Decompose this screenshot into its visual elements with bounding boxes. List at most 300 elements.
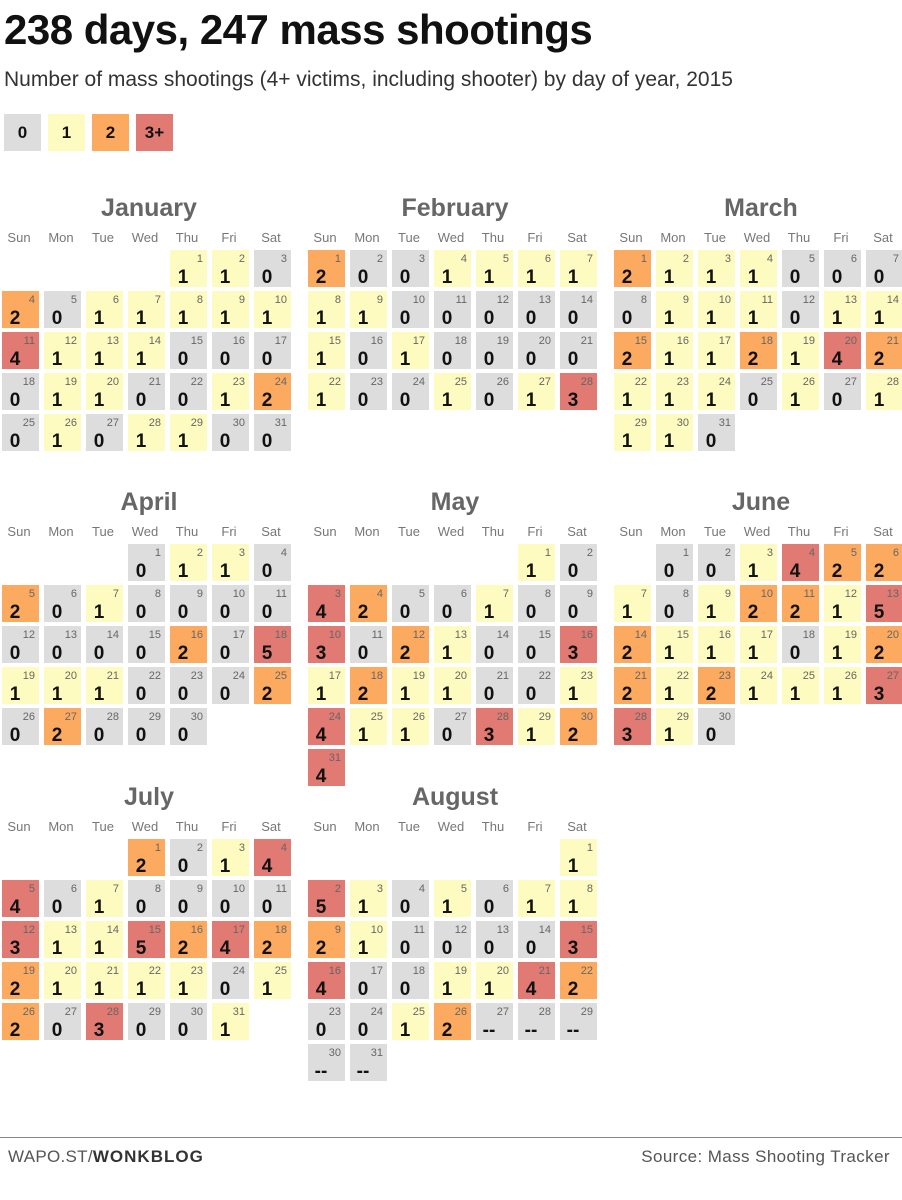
day-value: 1	[51, 431, 63, 452]
day-number: 3	[376, 883, 383, 895]
day-number: 15	[148, 924, 161, 936]
day-value: 1	[789, 390, 801, 411]
day-number: 10	[232, 883, 245, 895]
day-value: 1	[831, 643, 843, 664]
day-number: 20	[496, 965, 509, 977]
day-number: 2	[196, 547, 203, 559]
day-number: 29	[148, 1006, 161, 1018]
day-number: 19	[454, 965, 467, 977]
day-value: 1	[789, 349, 801, 370]
day-value: 1	[219, 856, 231, 877]
day-value: 0	[705, 431, 717, 452]
day-number: 18	[22, 376, 35, 388]
chart-title: 238 days, 247 mass shootings	[4, 6, 593, 53]
day-value: 0	[261, 349, 273, 370]
day-number: 19	[496, 335, 509, 347]
day-number: 12	[22, 924, 35, 936]
day-value: 2	[441, 1020, 453, 1041]
day-value: --	[482, 1020, 496, 1041]
day-value: 2	[873, 643, 885, 664]
day-number: 28	[886, 376, 899, 388]
day-value: 1	[177, 979, 189, 1000]
day-number: 21	[496, 670, 509, 682]
day-value: 1	[747, 308, 759, 329]
day-value: 1	[705, 267, 717, 288]
day-value: 0	[705, 725, 717, 746]
weekday-label: Fri	[833, 230, 849, 245]
day-value: 1	[705, 643, 717, 664]
day-value: 1	[483, 602, 495, 623]
weekday-label: Tue	[704, 230, 726, 245]
chart-subtitle: Number of mass shootings (4+ victims, including shooter) by day of year, 2015	[4, 68, 733, 91]
day-value: 1	[705, 602, 717, 623]
day-number: 19	[844, 629, 857, 641]
day-value: 0	[93, 643, 105, 664]
day-number: 28	[148, 417, 161, 429]
day-number: 20	[886, 629, 899, 641]
day-value: 3	[315, 643, 327, 664]
day-value: 0	[525, 308, 537, 329]
day-number: 30	[232, 417, 245, 429]
day-number: 23	[328, 1006, 341, 1018]
day-value: 1	[219, 1020, 231, 1041]
day-value: 0	[261, 431, 273, 452]
day-value: 5	[315, 897, 327, 918]
weekday-label: Mon	[660, 230, 686, 245]
month-title-june: June	[731, 488, 791, 516]
day-value: 0	[177, 390, 189, 411]
day-value: 1	[747, 561, 759, 582]
day-value: 1	[357, 938, 369, 959]
day-number: 16	[676, 335, 689, 347]
day-value: 1	[567, 897, 579, 918]
day-number: 15	[634, 335, 647, 347]
day-value: 0	[441, 308, 453, 329]
day-value: 1	[441, 897, 453, 918]
day-number: 10	[718, 294, 731, 306]
day-number: 15	[148, 629, 161, 641]
day-value: 1	[93, 938, 105, 959]
day-value: 1	[93, 349, 105, 370]
day-value: 1	[525, 390, 537, 411]
day-value: 2	[873, 561, 885, 582]
day-number: 1	[640, 253, 647, 265]
day-number: 1	[334, 253, 341, 265]
day-number: 29	[538, 711, 551, 723]
day-value: 0	[567, 349, 579, 370]
day-number: 14	[538, 924, 551, 936]
day-value: 0	[789, 308, 801, 329]
day-number: 30	[190, 1006, 203, 1018]
day-value: 2	[831, 561, 843, 582]
day-value: 2	[9, 1020, 21, 1041]
day-value: 1	[747, 684, 759, 705]
day-value: 0	[219, 431, 231, 452]
day-value: 0	[261, 267, 273, 288]
day-number: 24	[328, 711, 341, 723]
day-number: 20	[844, 335, 857, 347]
day-value: 1	[483, 979, 495, 1000]
day-value: 2	[621, 643, 633, 664]
day-value: 2	[621, 684, 633, 705]
day-value: 1	[705, 390, 717, 411]
day-value: 1	[219, 390, 231, 411]
day-number: 6	[70, 883, 77, 895]
weekday-label: Tue	[92, 819, 114, 834]
weekday-label: Mon	[660, 524, 686, 539]
weekday-label: Sat	[873, 524, 893, 539]
day-number: 9	[196, 883, 203, 895]
day-number: 3	[334, 588, 341, 600]
day-number: 18	[274, 629, 287, 641]
day-number: 12	[844, 588, 857, 600]
day-number: 6	[850, 253, 857, 265]
day-value: 2	[9, 979, 21, 1000]
day-value: 1	[399, 725, 411, 746]
day-number: 13	[496, 924, 509, 936]
weekday-label: Wed	[131, 524, 159, 539]
day-number: 19	[802, 335, 815, 347]
weekday-label: Mon	[354, 524, 380, 539]
day-value: 0	[93, 725, 105, 746]
footer-section: WONKBLOG	[92, 1147, 204, 1166]
day-number: 17	[370, 965, 383, 977]
day-value: 0	[525, 938, 537, 959]
legend-swatch-1: 1	[48, 114, 85, 151]
day-value: 2	[621, 267, 633, 288]
day-number: 30	[190, 711, 203, 723]
day-number: 21	[106, 670, 119, 682]
day-value: 0	[219, 684, 231, 705]
day-value: 1	[135, 308, 147, 329]
day-number: 24	[412, 376, 425, 388]
day-value: 0	[135, 561, 147, 582]
footer-divider	[0, 1137, 902, 1138]
day-value: 0	[357, 643, 369, 664]
day-value: 1	[525, 725, 537, 746]
day-value: 2	[177, 938, 189, 959]
day-value: 1	[873, 308, 885, 329]
day-number: 3	[238, 842, 245, 854]
day-value: 1	[483, 267, 495, 288]
day-number: 25	[760, 376, 773, 388]
day-number: 26	[454, 1006, 467, 1018]
day-value: 1	[705, 308, 717, 329]
legend-swatch-0: 0	[4, 114, 41, 151]
day-number: 8	[682, 588, 689, 600]
day-value: 0	[51, 1020, 63, 1041]
day-value: 1	[177, 431, 189, 452]
day-value: 0	[9, 390, 21, 411]
day-value: 1	[525, 897, 537, 918]
day-value: 0	[177, 856, 189, 877]
day-value: 1	[357, 897, 369, 918]
day-value: 5	[135, 938, 147, 959]
day-value: 1	[135, 431, 147, 452]
day-number: 17	[274, 335, 287, 347]
day-number: 25	[454, 376, 467, 388]
day-number: 31	[328, 752, 341, 764]
day-number: 26	[22, 711, 35, 723]
day-value: 1	[135, 349, 147, 370]
day-number: 4	[460, 253, 467, 265]
day-value: 0	[315, 1020, 327, 1041]
day-number: 22	[634, 376, 647, 388]
day-value: 1	[51, 938, 63, 959]
day-value: 0	[177, 684, 189, 705]
weekday-label: Sun	[313, 524, 337, 539]
weekday-label: Tue	[92, 524, 114, 539]
day-value: 1	[399, 1020, 411, 1041]
day-value: 0	[525, 684, 537, 705]
weekday-label: Fri	[527, 819, 543, 834]
day-value: 0	[621, 308, 633, 329]
day-value: 0	[705, 561, 717, 582]
weekday-label: Sat	[567, 524, 587, 539]
weekday-label: Wed	[437, 524, 465, 539]
day-number: 13	[538, 294, 551, 306]
day-value: 1	[51, 390, 63, 411]
day-number: 24	[274, 376, 287, 388]
day-value: 1	[621, 431, 633, 452]
weekday-label: Thu	[787, 230, 811, 245]
day-value: 1	[525, 267, 537, 288]
day-number: 29	[580, 1006, 593, 1018]
day-number: 9	[682, 294, 689, 306]
day-value: 4	[9, 349, 21, 370]
day-number: 27	[64, 711, 77, 723]
day-value: 1	[747, 643, 759, 664]
month-title-august: August	[411, 783, 499, 811]
day-number: 15	[328, 335, 341, 347]
day-value: 0	[219, 643, 231, 664]
day-number: 16	[328, 965, 341, 977]
day-number: 22	[190, 376, 203, 388]
day-value: 1	[315, 349, 327, 370]
day-number: 17	[412, 335, 425, 347]
day-value: 0	[663, 602, 675, 623]
day-value: 1	[663, 308, 675, 329]
day-value: 4	[315, 979, 327, 1000]
day-value: 0	[789, 267, 801, 288]
day-value: 0	[51, 897, 63, 918]
day-value: 1	[621, 390, 633, 411]
day-number: 12	[64, 335, 77, 347]
day-value: 0	[399, 602, 411, 623]
day-value: 1	[663, 349, 675, 370]
footer-credit	[8, 1147, 204, 1167]
day-number: 30	[580, 711, 593, 723]
day-value: 0	[177, 725, 189, 746]
day-value: 0	[483, 643, 495, 664]
day-value: 0	[483, 938, 495, 959]
weekday-label: Fri	[221, 230, 237, 245]
day-value: 1	[93, 602, 105, 623]
day-value: 1	[747, 267, 759, 288]
day-number: 14	[580, 294, 593, 306]
weekday-label: Tue	[92, 230, 114, 245]
day-value: 0	[177, 897, 189, 918]
day-number: 7	[112, 588, 119, 600]
day-value: 0	[135, 643, 147, 664]
day-value: 2	[873, 349, 885, 370]
day-number: 10	[370, 924, 383, 936]
day-value: 0	[483, 684, 495, 705]
weekday-label: Mon	[354, 230, 380, 245]
day-number: 18	[274, 924, 287, 936]
day-value: 4	[789, 561, 801, 582]
day-value: 1	[261, 308, 273, 329]
day-value: 0	[831, 390, 843, 411]
day-number: 3	[766, 547, 773, 559]
day-number: 9	[238, 294, 245, 306]
day-value: 4	[9, 897, 21, 918]
day-value: 1	[93, 390, 105, 411]
day-value: 0	[399, 267, 411, 288]
day-number: 28	[580, 376, 593, 388]
day-number: 17	[232, 924, 245, 936]
day-value: 0	[261, 561, 273, 582]
weekday-label: Sun	[7, 819, 31, 834]
day-value: 0	[399, 979, 411, 1000]
day-number: 9	[724, 588, 731, 600]
day-value: 0	[399, 897, 411, 918]
day-number: 6	[70, 588, 77, 600]
day-number: 12	[412, 629, 425, 641]
day-value: 1	[567, 856, 579, 877]
weekday-label: Sun	[313, 230, 337, 245]
day-number: 18	[370, 670, 383, 682]
day-value: 0	[399, 938, 411, 959]
day-value: 0	[441, 725, 453, 746]
weekday-label: Wed	[437, 230, 465, 245]
weekday-label: Thu	[175, 819, 199, 834]
day-number: 21	[538, 965, 551, 977]
day-number: 26	[22, 1006, 35, 1018]
day-value: 0	[441, 938, 453, 959]
weekday-label: Thu	[481, 524, 505, 539]
weekday-label: Tue	[398, 524, 420, 539]
day-number: 23	[676, 376, 689, 388]
weekday-label: Wed	[743, 524, 771, 539]
day-number: 16	[190, 924, 203, 936]
weekday-label: Thu	[481, 230, 505, 245]
day-value: 2	[9, 308, 21, 329]
day-value: 0	[135, 684, 147, 705]
day-value: 1	[621, 602, 633, 623]
day-value: 3	[93, 1020, 105, 1041]
day-value: 1	[789, 684, 801, 705]
day-number: 5	[502, 253, 509, 265]
day-number: 6	[112, 294, 119, 306]
day-number: 11	[803, 588, 815, 600]
day-number: 8	[544, 588, 551, 600]
day-value: 0	[135, 1020, 147, 1041]
day-number: 4	[280, 547, 287, 559]
day-number: 5	[28, 588, 35, 600]
weekday-label: Sat	[261, 524, 281, 539]
day-number: 23	[370, 376, 383, 388]
day-number: 24	[718, 376, 731, 388]
day-number: 8	[154, 588, 161, 600]
day-value: 0	[219, 979, 231, 1000]
weekday-label: Sat	[567, 230, 587, 245]
day-number: 18	[454, 335, 467, 347]
weekday-label: Tue	[398, 819, 420, 834]
day-value: 0	[357, 267, 369, 288]
day-number: 25	[274, 965, 287, 977]
day-value: 1	[93, 684, 105, 705]
day-number: 24	[370, 1006, 383, 1018]
day-number: 2	[724, 547, 731, 559]
day-value: 3	[9, 938, 21, 959]
day-value: 0	[135, 390, 147, 411]
day-number: 8	[640, 294, 647, 306]
day-number: 26	[496, 376, 509, 388]
day-value: 2	[357, 684, 369, 705]
day-number: 29	[190, 417, 203, 429]
day-number: 22	[328, 376, 341, 388]
day-number: 18	[412, 965, 425, 977]
day-number: 7	[154, 294, 161, 306]
day-value: 2	[567, 979, 579, 1000]
month-title-march: March	[724, 194, 798, 222]
day-number: 17	[328, 670, 341, 682]
day-number: 23	[580, 670, 593, 682]
day-number: 17	[232, 629, 245, 641]
day-number: 30	[718, 711, 731, 723]
day-value: 1	[51, 349, 63, 370]
day-number: 24	[232, 965, 245, 977]
day-value: 1	[51, 979, 63, 1000]
day-value: 1	[831, 308, 843, 329]
day-value: 2	[135, 856, 147, 877]
day-value: --	[356, 1061, 370, 1082]
day-value: 0	[567, 308, 579, 329]
day-number: 20	[454, 670, 467, 682]
day-number: 31	[718, 417, 731, 429]
day-value: 0	[261, 602, 273, 623]
day-value: 1	[357, 308, 369, 329]
day-number: 10	[760, 588, 773, 600]
day-number: 27	[496, 1006, 509, 1018]
weekday-label: Thu	[175, 524, 199, 539]
day-number: 13	[64, 924, 77, 936]
day-number: 14	[634, 629, 647, 641]
day-number: 25	[370, 711, 383, 723]
day-value: 0	[177, 1020, 189, 1041]
day-number: 28	[496, 711, 509, 723]
day-value: 0	[567, 602, 579, 623]
day-number: 15	[580, 924, 593, 936]
day-number: 30	[328, 1047, 341, 1059]
day-value: 1	[567, 267, 579, 288]
day-value: 0	[399, 390, 411, 411]
day-value: 1	[135, 979, 147, 1000]
weekday-label: Tue	[704, 524, 726, 539]
day-value: 1	[663, 267, 675, 288]
day-number: 9	[196, 588, 203, 600]
day-number: 25	[412, 1006, 425, 1018]
day-value: 1	[705, 349, 717, 370]
day-number: 11	[275, 588, 287, 600]
day-number: 2	[682, 253, 689, 265]
day-number: 27	[886, 670, 899, 682]
day-number: 27	[844, 376, 857, 388]
day-number: 4	[376, 588, 383, 600]
day-number: 1	[682, 547, 689, 559]
day-number: 23	[190, 670, 203, 682]
